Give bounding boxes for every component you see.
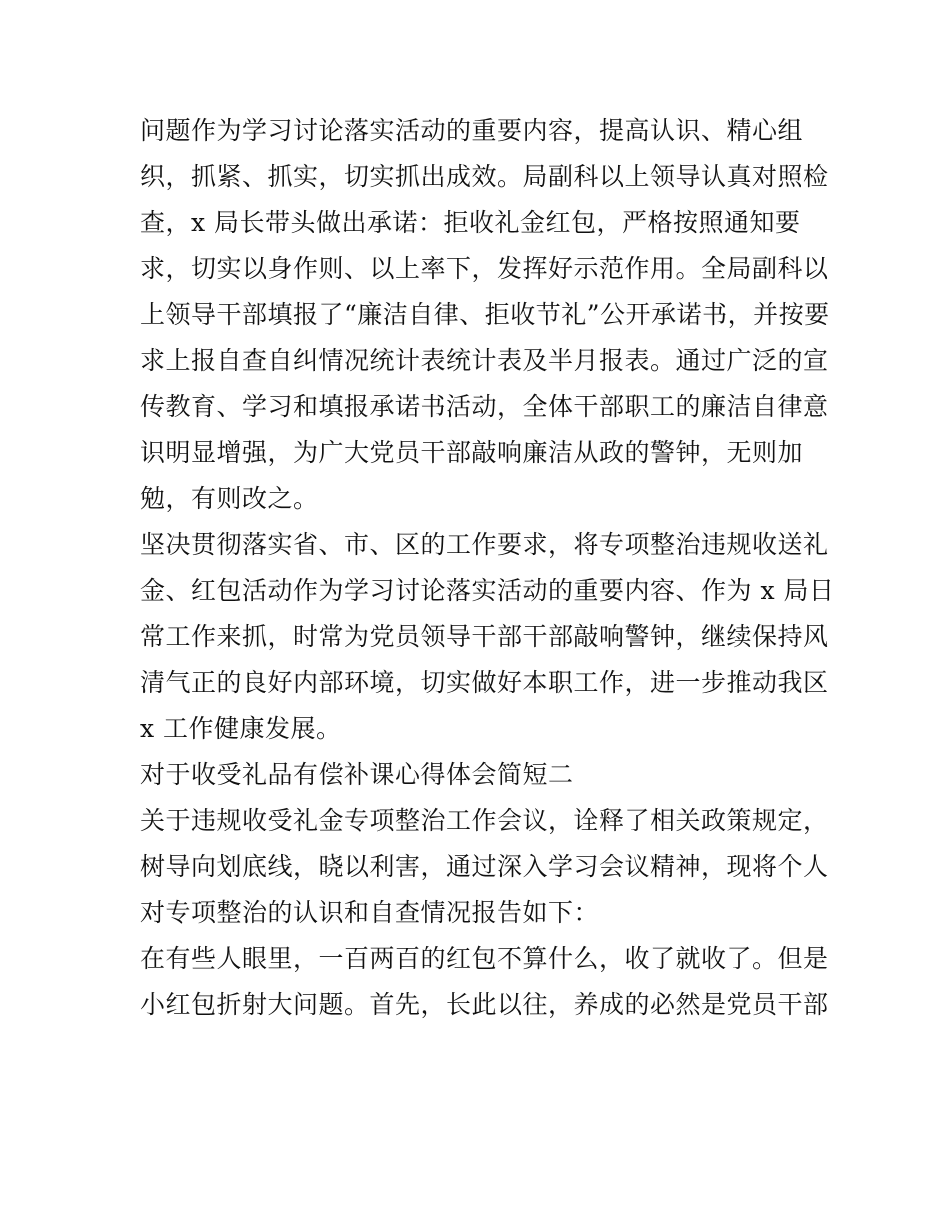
text-line: 织，抓紧、抓实，切实抓出成效。局副科以上领导认真对照检 — [140, 162, 829, 191]
text-line: 识明显增强，为广大党员干部敲响廉洁从政的警钟，无则加 — [140, 438, 804, 467]
text-line: 在有些人眼里，一百两百的红包不算什么，收了就收了。但是 — [140, 944, 829, 973]
text-line: 清气正的良好内部环境，切实做好本职工作，进一步推动我区 — [140, 668, 829, 697]
section-heading: 对于收受礼品有偿补课心得体会简短二 — [140, 760, 574, 789]
text-line: 勉，有则改之。 — [140, 484, 319, 513]
text-line: 坚决贯彻落实省、市、区的工作要求，将专项整治违规收送礼 — [140, 530, 829, 559]
text-line: x 工作健康发展。 — [140, 714, 342, 743]
text-line: 小红包折射大问题。首先，长此以往，养成的必然是党员干部 — [140, 990, 829, 1019]
text-line: 求，切实以身作则、以上率下，发挥好示范作用。全局副科以 — [140, 254, 829, 283]
text-line: 常工作来抓，时常为党员领导干部干部敲响警钟，继续保持风 — [140, 622, 829, 651]
text-line: 金、红包活动作为学习讨论落实活动的重要内容、作为 x 局日 — [140, 576, 835, 605]
text-line: 传教育、学习和填报承诺书活动，全体干部职工的廉洁自律意 — [140, 392, 829, 421]
text-line: 对专项整治的认识和自查情况报告如下： — [140, 898, 600, 927]
document-body — [140, 108, 835, 1028]
text-line: 求上报自查自纠情况统计表统计表及半月报表。通过广泛的宣 — [140, 346, 829, 375]
text-line: 问题作为学习讨论落实活动的重要内容，提高认识、精心组 — [140, 116, 804, 145]
text-line: 上领导干部填报了“廉洁自律、拒收节礼”公开承诺书，并按要 — [140, 300, 830, 329]
text-line: 树导向划底线，晓以利害，通过深入学习会议精神，现将个人 — [140, 852, 829, 881]
text-line: 关于违规收受礼金专项整治工作会议，诠释了相关政策规定， — [140, 806, 829, 835]
text-line: 查，x 局长带头做出承诺：拒收礼金红包，严格按照通知要 — [140, 208, 801, 237]
